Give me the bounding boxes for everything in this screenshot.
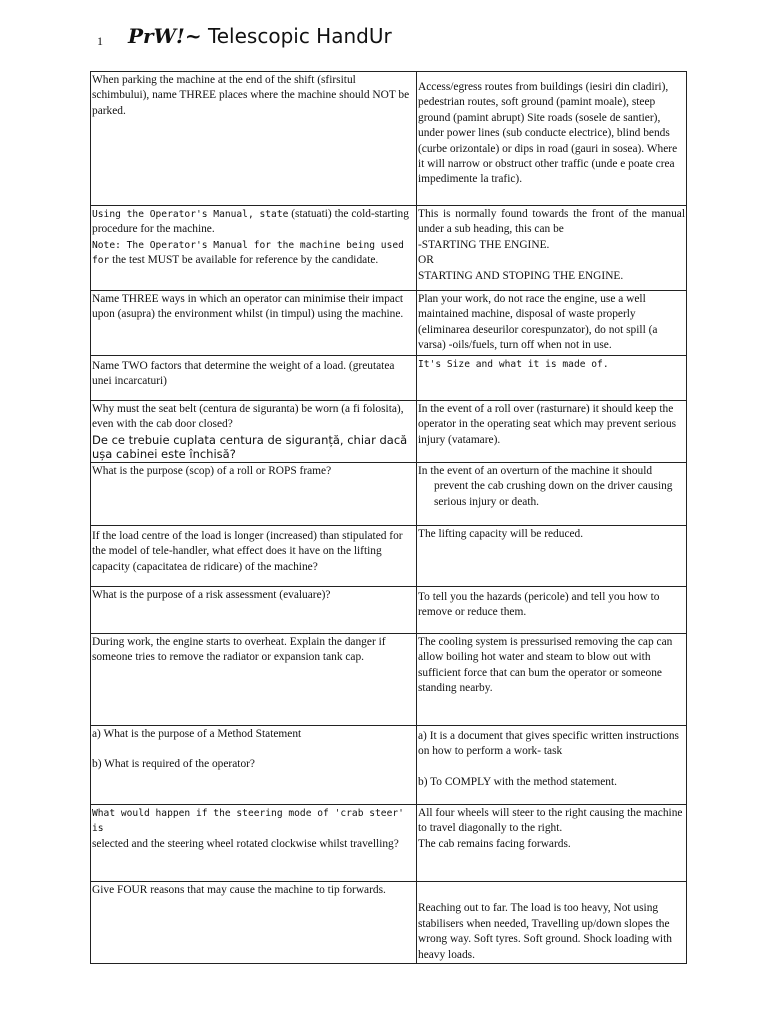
table-row [91,805,687,882]
answer-cell: Reaching out to far. The load is too heavy, Not using stabilisers when needed, Travelling up/down slopes the wrong way. Soft tyres. Soft ground. Shock loading with heavy loads. [417,882,687,964]
title-text: Telescopic HandUr [207,24,392,48]
question-cell: If the load centre of the load is longer (increased) than stipulated for the model of tele-handler, what effect does it have on the lifting capacity (capacitatea de ridicare) of the machine? [91,526,417,587]
question-text: Why must the seat belt (centura de siguranta) be worn (a fi folosita), even with the cab door closed? [92,403,404,431]
question-text: What would happen if the steering mode of 'crab steer' is [92,808,404,835]
table-row [91,356,687,401]
spacer [92,742,415,757]
question-cell: During work, the engine starts to overheat. Explain the danger if someone tries to remove the radiator or expansion tank cap. [91,634,417,726]
question-cell: What is the purpose (scop) of a roll or ROPS frame? [91,463,417,526]
question-answer-table [90,71,687,964]
answer-cell: To tell you the hazards (pericole) and tell you how to remove or reduce them. [417,587,687,634]
table-row [91,463,687,526]
answer-cell [417,356,687,401]
table-row [91,634,687,726]
question-cell [91,401,417,463]
answer-text: -STARTING THE ENGINE. [418,238,550,251]
question-cell [91,726,417,805]
question-text: selected and the steering wheel rotated clockwise whilst travelling? [92,837,399,850]
question-text: (statuati) the cold-starting procedure for the machine. [92,208,409,236]
answer-cell [417,463,687,526]
answer-cell [417,206,687,291]
answer-text: It's Size and what it is made of. [418,359,609,370]
answer-text: STARTING AND STOPING THE ENGINE. [418,269,624,282]
page-number: 1 [97,34,103,48]
spacer [418,760,685,775]
answer-text: a) It is a document that gives specific written instructions on how to perform a work- task [418,730,679,758]
table-row [91,401,687,463]
question-text: Using the Operator's Manual, state [92,209,289,220]
question-cell: When parking the machine at the end of the shift (sfirsitul schimbului), name THREE places where the machine should NOT be parked. [91,72,417,206]
handwritten-mark: PrW!~ [128,24,202,48]
question-cell: Name TWO factors that determine the weight of a load. (greutatea unei incarcaturi) [91,356,417,401]
page-title [128,24,392,48]
question-cell: Give FOUR reasons that may cause the machine to tip forwards. [91,882,417,964]
answer-cell: The cooling system is pressurised removing the cap can allow boiling hot water and steam to blow out with sufficient force that can bum the operator or someone standing nearby. [417,634,687,726]
table-row [91,291,687,356]
answer-text: This is normally found towards the front of the manual under a sub heading, this can be [418,208,685,236]
table-row [91,882,687,964]
answer-cell [417,805,687,882]
table-row [91,726,687,805]
table-row [91,587,687,634]
question-text: b) What is required of the operator? [92,758,255,771]
answer-text: OR [418,254,434,267]
answer-text: The cab remains facing forwards. [418,837,571,850]
answer-cell: The lifting capacity will be reduced. [417,526,687,587]
answer-cell: Plan your work, do not race the engine, use a well maintained machine, disposal of waste properly (eliminarea deseurilor corespunzator), do not spill (a varsa) -oils/fuels, turn off when not in use. [417,291,687,356]
question-text: a) What is the purpose of a Method Statement [92,728,302,740]
table-row [91,526,687,587]
question-cell [91,805,417,882]
answer-cell: Access/egress routes from buildings (iesiri din cladiri), pedestrian routes, soft ground (pamint moale), steep ground (pamint abrupt) Site roads (sosele de santier), under power lines (sub conducte electrice), blind bends (curbe orizontale) or dips in road (gauri in sosea). Where it will narrow or obstruct other traffic (unde e poate crea impedimente la trafic). [417,72,687,206]
question-cell: What is the purpose of a risk assessment (evaluare)? [91,587,417,634]
question-cell: Name THREE ways in which an operator can minimise their impact upon (asupra) the environment whilst (in timpul) using the machine. [91,291,417,356]
table-row [91,72,687,206]
question-cell [91,206,417,291]
question-translation: De ce trebuie cuplata centura de siguranță, chiar dacă ușa cabinei este închisă? [92,432,408,461]
answer-text: b) To COMPLY with the method statement. [418,775,617,788]
answer-cell: In the event of a roll over (rasturnare) it should keep the operator in the operating seat which may prevent serious injury (vatamare). [417,401,687,463]
note-text: the test MUST be available for reference by the candidate. [109,254,379,267]
answer-text: In the event of an overturn of the machine it should [418,465,653,477]
note-text: Note: The Operator's Manual for the machine being used for [92,239,404,267]
table-row [91,206,687,291]
answer-text: All four wheels will steer to the right causing the machine to travel diagonally to the right. [418,807,683,835]
answer-text: prevent the cab crushing down on the driver causing serious injury or death. [434,480,673,508]
answer-cell [417,726,687,805]
